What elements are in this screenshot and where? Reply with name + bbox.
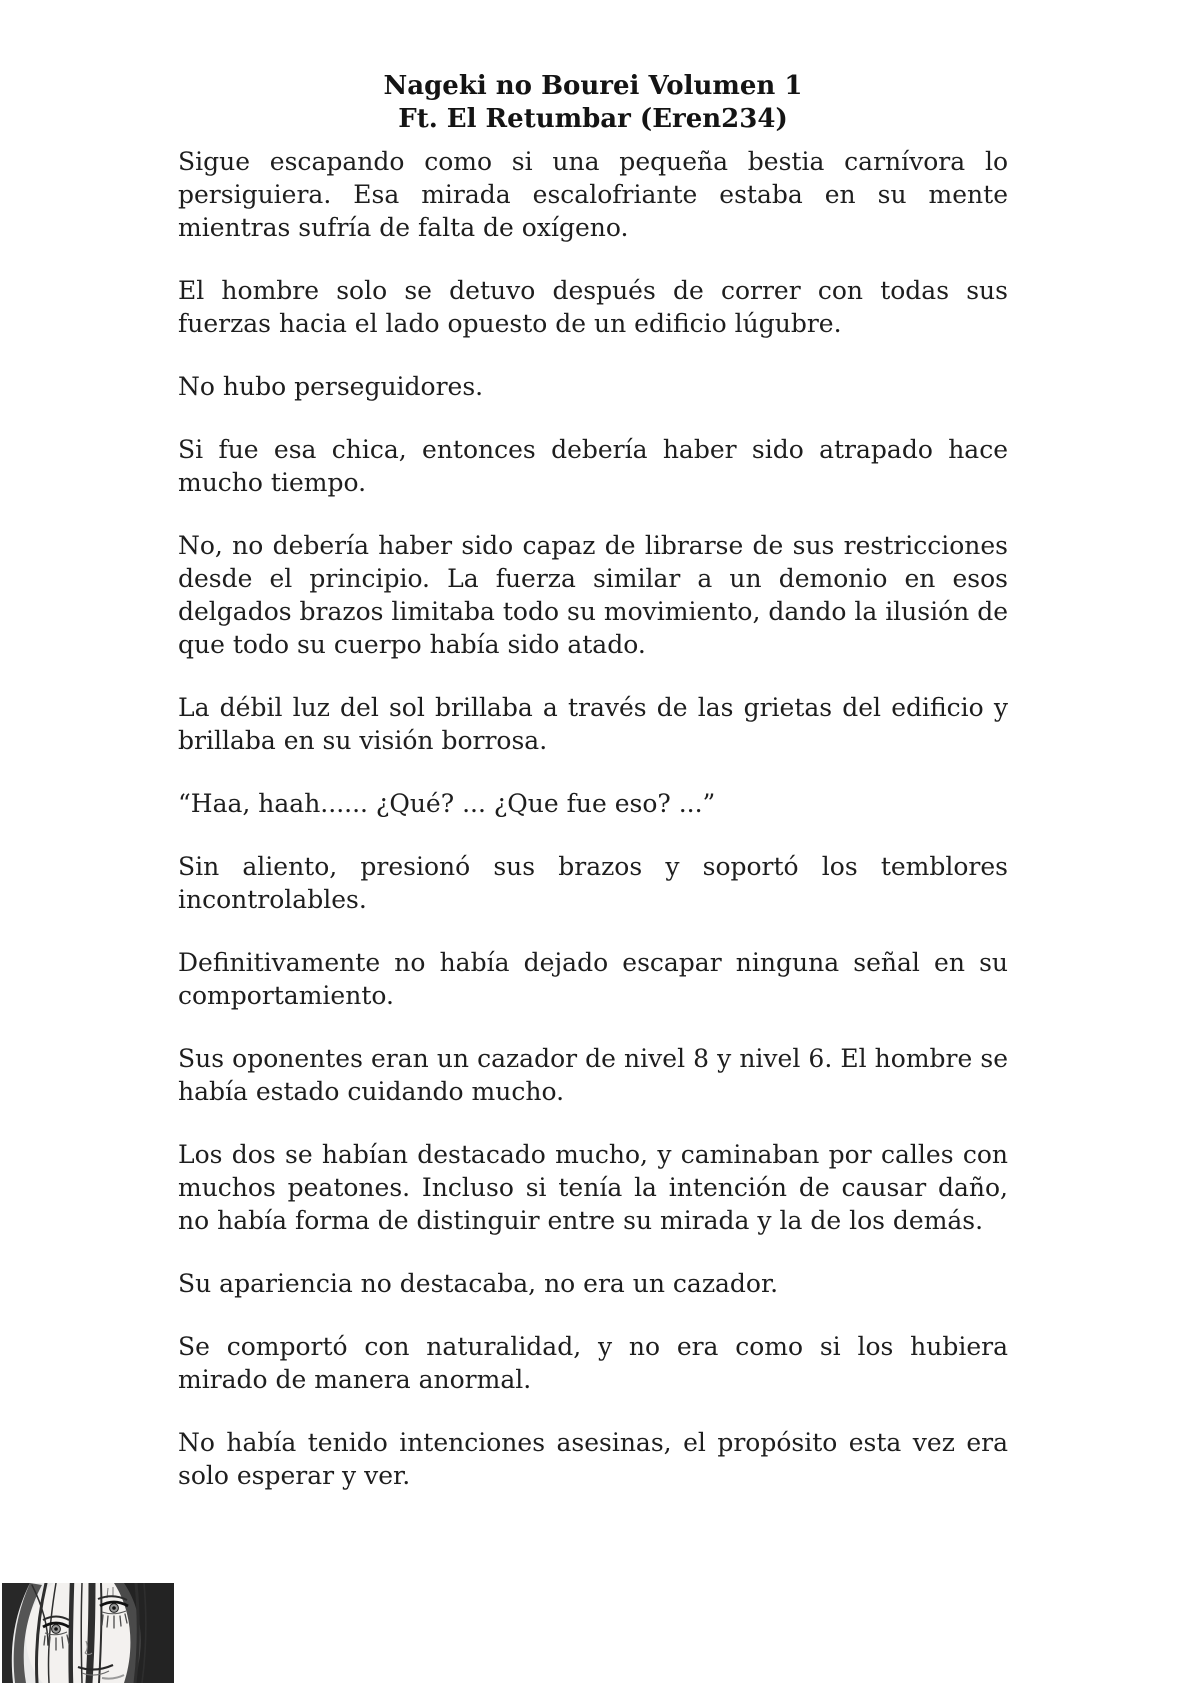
paragraph: La débil luz del sol brillaba a través de las grietas del edificio y brillaba en su visión borrosa. [178,693,1008,755]
page-title [178,70,1008,136]
paragraph: Su apariencia no destacaba, no era un cazador. [178,1269,779,1298]
paragraph: No había tenido intenciones asesinas, el propósito esta vez era solo esperar y ver. [178,1428,1008,1490]
paragraph: Definitivamente no había dejado escapar ninguna señal en su comportamiento. [178,948,1008,1010]
paragraph: El hombre solo se detuvo después de correr con todas sus fuerzas hacia el lado opuesto de un edificio lúgubre. [178,276,1008,338]
document-page [178,70,1008,1522]
paragraph: “Haa, haah...... ¿Qué? ... ¿Que fue eso? ...” [178,789,716,818]
title-line-2: Ft. El Retumbar (Eren234) [398,104,788,134]
paragraph: Sin aliento, presionó sus brazos y soportó los temblores incontrolables. [178,852,1008,914]
paragraph: Los dos se habían destacado mucho, y caminaban por calles con muchos peatones. Incluso si tenía la intención de causar daño, no había forma de distinguir entre su mirada y la de los demás. [178,1140,1008,1235]
paragraph: No hubo perseguidores. [178,372,484,401]
paragraph: Se comportó con naturalidad, y no era como si los hubiera mirado de manera anormal. [178,1332,1008,1394]
title-line-1: Nageki no Bourei Volumen 1 [383,71,803,101]
paragraph: No, no debería haber sido capaz de librarse de sus restricciones desde el principio. La fuerza similar a un demonio en esos delgados brazos limitaba todo su movimiento, dando la ilusión de que todo su cuerpo había sido atado. [178,531,1009,659]
paragraph: Sus oponentes eran un cazador de nivel 8 y nivel 6. El hombre se había estado cuidando mucho. [178,1044,1008,1106]
manga-face-illustration [2,1583,174,1683]
eren-manga-face-image [2,1583,174,1683]
paragraph: Sigue escapando como si una pequeña bestia carnívora lo persiguiera. Esa mirada escalofriante estaba en su mente mientras sufría de falta de oxígeno. [178,147,1008,242]
paragraph: Si fue esa chica, entonces debería haber sido atrapado hace mucho tiempo. [178,435,1008,497]
